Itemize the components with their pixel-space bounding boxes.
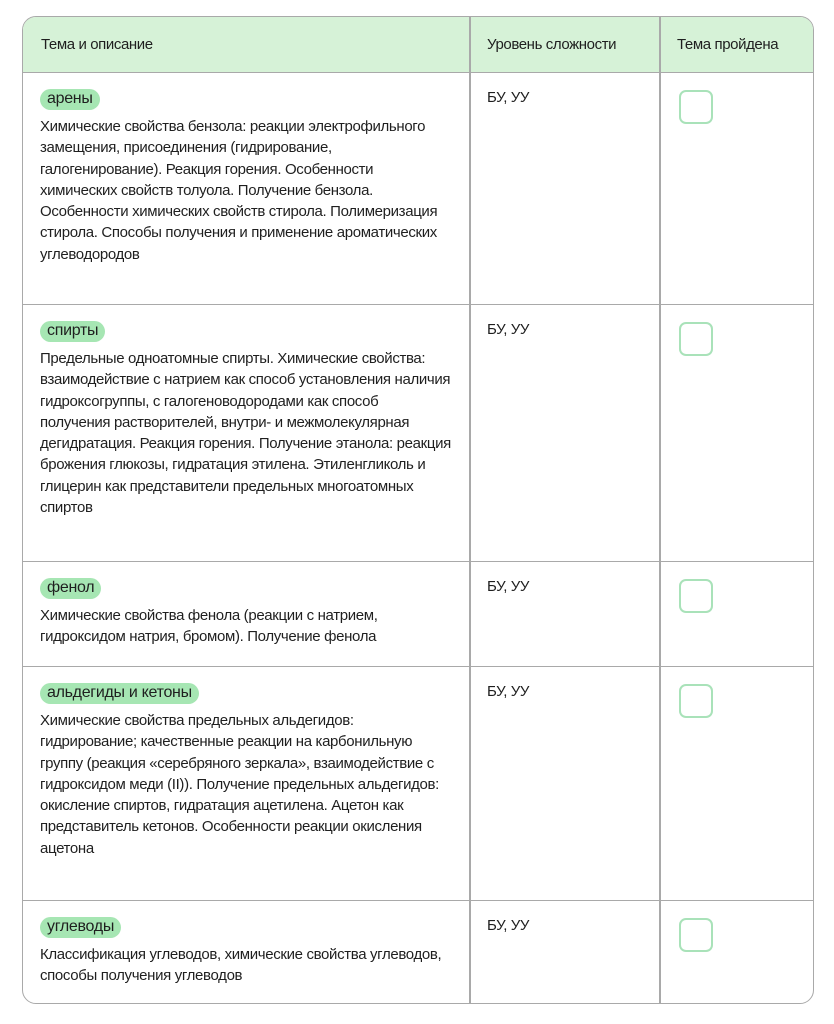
table-row bbox=[23, 667, 813, 901]
done-cell bbox=[661, 667, 813, 900]
header-level: Уровень сложности bbox=[471, 17, 661, 72]
level-value: БУ, УУ bbox=[487, 917, 530, 934]
level-cell bbox=[471, 667, 661, 900]
level-cell bbox=[471, 73, 661, 304]
table-row bbox=[23, 73, 813, 305]
topic-cell bbox=[23, 305, 471, 561]
topic-done-checkbox[interactable] bbox=[679, 918, 713, 952]
topic-cell bbox=[23, 562, 471, 666]
topic-cell bbox=[23, 667, 471, 900]
topic-description: Химические свойства бензола: реакции электрофильного замещения, присоединения (гидрирование, галогенирование). Реакция горения. Особенности химических свойств толуола. Получение бензола. Особенности химических свойств стирола. Полимеризация стирола. Способы получения и применение ароматических углеводородов bbox=[40, 118, 438, 263]
header-topic: Тема и описание bbox=[23, 17, 471, 72]
done-cell bbox=[661, 562, 813, 666]
done-cell bbox=[661, 73, 813, 304]
topic-description: Химические свойства предельных альдегидов: гидрирование; качественные реакции на карбонильную группу (реакция «серебряного зеркала», взаимодействие с гидроксидом меди (II)). Получение предельных альдегидов: окисление спиртов, гидратация ацетилена. Ацетон как представитель кетонов. Особенности реакции окисления ацетона bbox=[40, 712, 439, 857]
table-row bbox=[23, 562, 813, 667]
topic-tag: спирты bbox=[40, 321, 105, 342]
table-row bbox=[23, 901, 813, 1004]
topic-description: Предельные одноатомные спирты. Химические свойства: взаимодействие с натрием как способ установления наличия гидроксогруппы, с галогеноводородами как способ получения растворителей, внутри- и межмолекулярная дегидратация. Реакция горения. Получение этанола: реакция брожения глюкозы, гидратация этилена. Этиленгликоль и глицерин как представители предельных многоатомных спиртов bbox=[40, 350, 451, 517]
table-header bbox=[23, 17, 813, 73]
done-cell bbox=[661, 305, 813, 561]
topic-done-checkbox[interactable] bbox=[679, 322, 713, 356]
level-cell bbox=[471, 305, 661, 561]
level-cell bbox=[471, 562, 661, 666]
level-value: БУ, УУ bbox=[487, 683, 530, 700]
header-done: Тема пройдена bbox=[677, 36, 779, 53]
topic-done-checkbox[interactable] bbox=[679, 684, 713, 718]
level-value: БУ, УУ bbox=[487, 89, 530, 106]
topic-tag: альдегиды и кетоны bbox=[40, 683, 199, 704]
topic-tag: фенол bbox=[40, 578, 101, 599]
table-row bbox=[23, 305, 813, 562]
topic-cell bbox=[23, 901, 471, 1004]
topic-description: Классификация углеводов, химические свойства углеводов, способы получения углеводов bbox=[40, 946, 442, 985]
topic-description: Химические свойства фенола (реакции с натрием, гидроксидом натрия, бромом). Получение фенола bbox=[40, 607, 378, 646]
done-cell bbox=[661, 901, 813, 1004]
level-cell bbox=[471, 901, 661, 1004]
level-value: БУ, УУ bbox=[487, 321, 530, 338]
topic-tag: углеводы bbox=[40, 917, 121, 938]
topic-done-checkbox[interactable] bbox=[679, 579, 713, 613]
topics-table bbox=[22, 16, 814, 1004]
level-value: БУ, УУ bbox=[487, 578, 530, 595]
topic-tag: арены bbox=[40, 89, 100, 110]
topic-done-checkbox[interactable] bbox=[679, 90, 713, 124]
topic-cell bbox=[23, 73, 471, 304]
